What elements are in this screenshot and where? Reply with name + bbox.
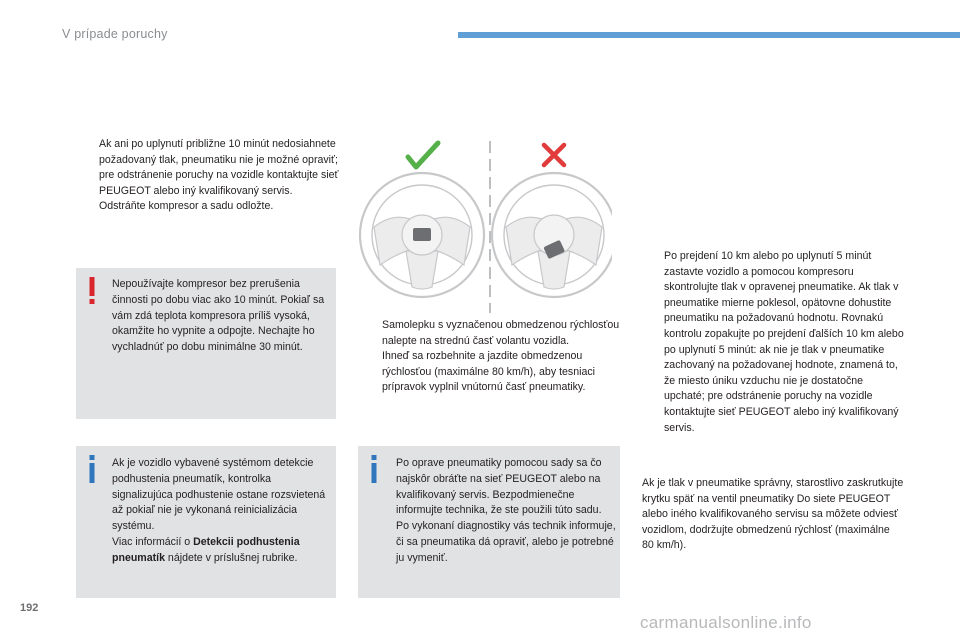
col2-bullets: [360, 318, 622, 396]
warning-text: Nepoužívajte kompresor bez prerušenia činnosti po dobu viac ako 10 minút. Pokiaľ sa vám zdá teplota kompresora príliš vysoká, okamžite ho vypnite a odpojte. Nechajte ho vychladnúť po dobu minimálne 30 minút.: [112, 278, 325, 354]
wheel-right: [492, 173, 612, 297]
info-more-prefix: Viac informácií o: [112, 535, 194, 548]
col2-bullet-1-text: Samolepku s vyznačenou obmedzenou rýchlosťou nalepte na strednú časť volantu vozidla.: [382, 319, 620, 347]
check-icon: [408, 143, 438, 167]
exclamation-icon: [86, 276, 98, 306]
col1-bullet-2-text: Odstráňte kompresor a sadu odložte.: [99, 200, 274, 213]
col3-closing: Ak je tlak v pneumatike správny, starostlivo zaskrutkujte krytku späť na ventil pneumatiky Do siete PEUGEOT alebo iného kvalifikovaného servisu sa môžete odviesť vozidlom, dodržujte obmedzenú rýchlosť (maximálne 80 km/h).: [642, 477, 904, 552]
info-more-suffix: nájdete v príslušnej rubrike.: [164, 551, 298, 564]
col1-bullet-2: [77, 199, 339, 215]
info-icon: [87, 454, 97, 484]
cross-icon: [544, 145, 564, 165]
info-text-1-main: Ak je vozidlo vybavené systémom detekcie podhustenia pneumatík, kontrolka signalizujúca podhustenie ostane rozsvietená až pokiaľ nie je vykonaná reinicializácia systému.: [112, 457, 326, 533]
col2-bullet-2: [360, 349, 622, 396]
sticker-center: [413, 228, 431, 241]
page-number: 192: [20, 602, 39, 614]
section-title: V prípade poruchy: [62, 27, 168, 41]
col3-bullets: [642, 249, 904, 436]
col1-bullet-1-text: Ak ani po uplynutí približne 10 minút nedosiahnete požadovaný tlak, pneumatiku nie je možné opraviť; pre odstránenie poruchy na vozidle kontaktujte sieť PEUGEOT alebo iný kvalifikovaný servis.: [99, 138, 339, 197]
steering-wheel-illustration: [352, 135, 612, 315]
col1-bullets: [77, 137, 339, 215]
watermark: carmanualsonline.info: [640, 613, 812, 632]
info-icon: [369, 454, 379, 484]
info-text-1: [112, 456, 334, 567]
col2-bullet-1: [360, 318, 622, 349]
info-more-bold: Detekcii podhustenia pneumatík: [112, 535, 300, 564]
col1-bullet-1: [77, 137, 339, 199]
col3-bullet-1: [642, 249, 904, 436]
col2-bullet-2-text: Ihneď sa rozbehnite a jazdite obmedzenou rýchlosťou (maximálne 80 km/h), aby tesniaci prípravok vyplnil vnútornú časť pneumatiky.: [382, 350, 595, 394]
header-accent-bar: [458, 32, 960, 38]
info-text-2: Po oprave pneumatiky pomocou sady sa čo najskôr obráťte na sieť PEUGEOT alebo na kvalifikovaný servis. Bezpodmienečne informujte technika, že ste použili túto sadu. Po vykonaní diagnostiky vás technik informuje, či sa pneumatika dá opraviť, alebo je potrebné ju vymeniť.: [396, 457, 616, 564]
col3-bullet-1-text: Po prejdení 10 km alebo po uplynutí 5 minút zastavte vozidlo a pomocou kompresoru skontrolujte tlak v opravenej pneumatike. Ak tlak v pneumatike mierne poklesol, opätovne dohustite pneumatiku na požadovanú hodnotu. Rovnakú kontrolu zopakujte po prejdení ďalších 10 km alebo po uplynutí 5 minút: ak nie je tlak v pneumatike zachovaný na požadovanej hodnote, znamená to, že miesto úniku vzduchu nie je dostatočne upchaté; pre odstránenie poruchy na vozidle kontaktujte sieť PEUGEOT alebo iný kvalifikovaný servis.: [664, 250, 904, 434]
